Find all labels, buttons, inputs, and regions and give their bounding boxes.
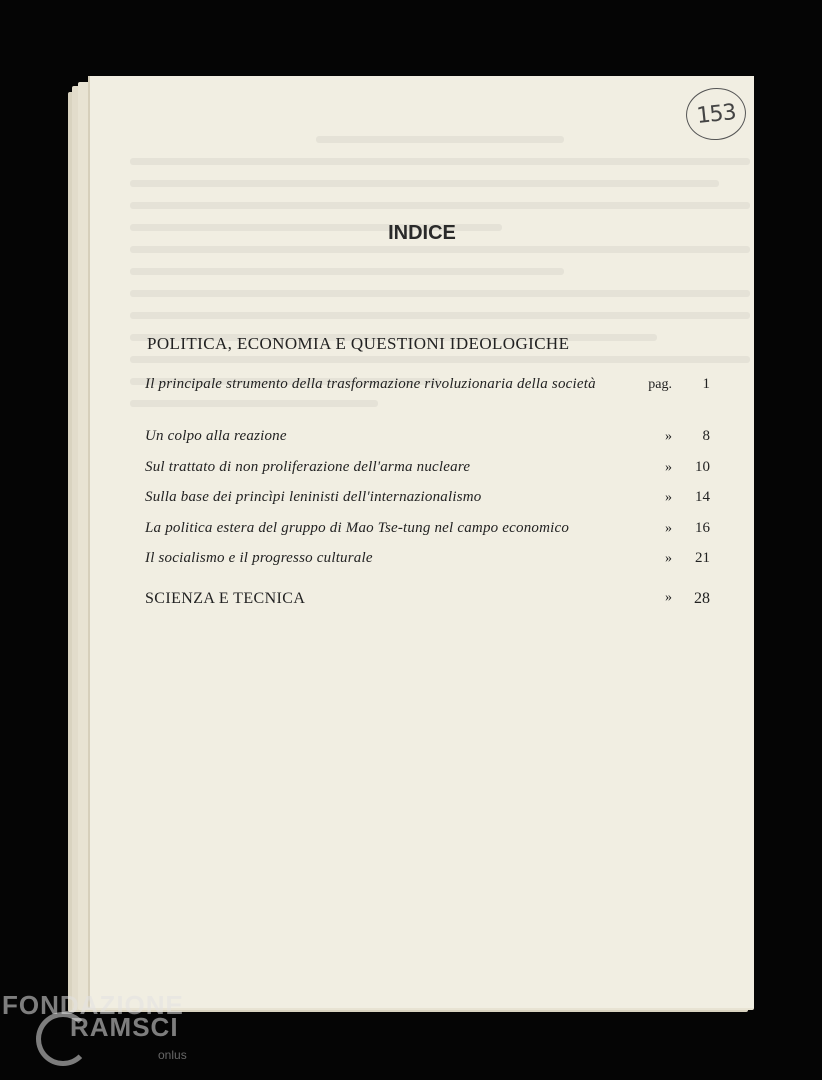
toc-entry[interactable] — [145, 547, 710, 570]
toc-entry[interactable] — [145, 425, 710, 448]
toc-entry-title: Il principale strumento della trasformazione rivoluzionaria della società — [145, 376, 596, 392]
toc-entry-prefix: » — [665, 429, 672, 444]
toc-entry-page: 14 — [695, 489, 710, 505]
toc-entry-page: 21 — [695, 550, 710, 566]
toc-entry-title: Sul trattato di non proliferazione dell'arma nucleare — [145, 459, 471, 475]
toc-entry-page: 8 — [702, 428, 710, 444]
toc-entry[interactable] — [145, 456, 710, 479]
page-title: INDICE — [388, 222, 456, 244]
toc-entry-title: Il socialismo e il progresso culturale — [145, 550, 373, 566]
toc-entry-page: 16 — [695, 520, 710, 536]
foundation-watermark-logo — [0, 984, 240, 1080]
toc-entry-page: 1 — [702, 376, 710, 392]
toc-entry-prefix: » — [665, 460, 672, 475]
toc-entry[interactable] — [145, 486, 710, 509]
toc-entry-prefix: » — [665, 521, 672, 536]
document-page — [90, 76, 754, 1008]
handwritten-page-number: 153 — [683, 85, 748, 143]
section-heading: SCIENZA E TECNICA — [145, 590, 306, 607]
watermark-line1: FONDAZIONE — [2, 990, 184, 1020]
toc-entry-page: 28 — [694, 590, 710, 607]
toc-entry-prefix: » — [665, 551, 672, 566]
toc-entry-title: La politica estera del gruppo di Mao Tse-tung nel campo economico — [145, 520, 570, 536]
toc-entry-title: Un colpo alla reazione — [145, 428, 287, 444]
toc-entry-prefix: pag. — [648, 377, 672, 392]
toc-section-entry[interactable] — [145, 590, 710, 608]
toc-entry-title: Sulla base dei princìpi leninisti dell'internazionalismo — [145, 489, 482, 505]
watermark-line3: onlus — [158, 1048, 187, 1062]
toc-entry-prefix: » — [665, 490, 672, 505]
toc-entry-prefix: » — [665, 590, 672, 605]
toc-entry-page: 10 — [695, 459, 710, 475]
watermark-line2: RAMSCI — [70, 1012, 179, 1042]
toc-entry[interactable] — [145, 373, 710, 396]
section-heading: POLITICA, ECONOMIA E QUESTIONI IDEOLOGICHE — [147, 334, 570, 353]
toc-entry[interactable] — [145, 517, 710, 540]
